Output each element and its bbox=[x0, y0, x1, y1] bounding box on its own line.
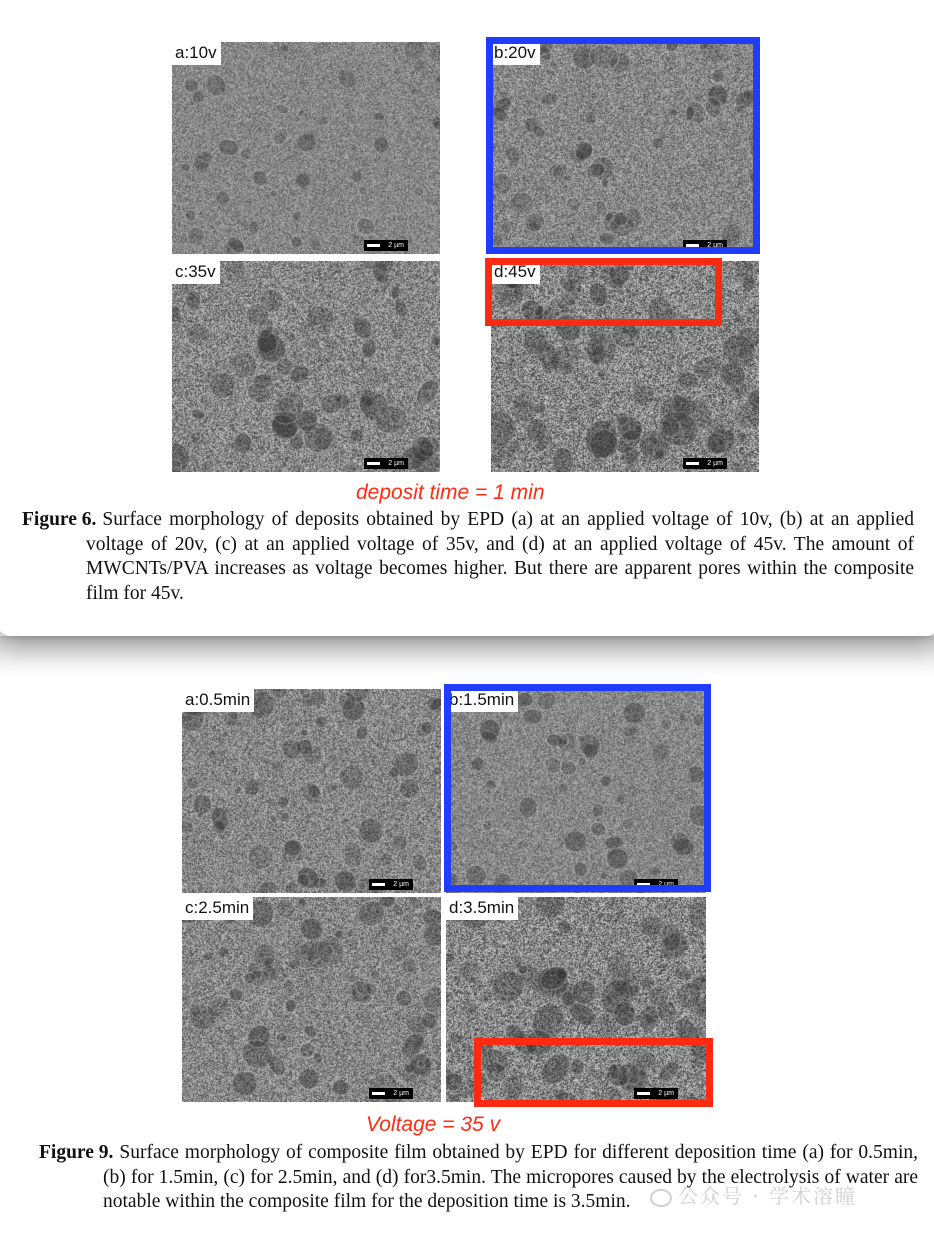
figure9-caption-text: Surface morphology of composite film obtained by EPD for different deposition time (a) for 0.5min, (b) for 1.5min, (c) for 2.5min, and (d) for3.5min. The micropores caused by the electrolysis of water are notable within the composite film for the deposition time is 3.5min. bbox=[103, 1142, 918, 1212]
figure6-panel-d bbox=[491, 261, 759, 472]
deposit-time-annotation: deposit time = 1 min bbox=[356, 481, 545, 504]
figure9-panel-d bbox=[446, 897, 706, 1102]
sem-texture bbox=[182, 689, 441, 893]
scale-bar: 2 µm bbox=[364, 458, 408, 469]
caption-label: Figure 6. bbox=[22, 509, 97, 530]
panel-label: a:10v bbox=[172, 42, 221, 65]
watermark bbox=[650, 1180, 857, 1209]
figure9-panel-a bbox=[182, 689, 441, 893]
sem-texture bbox=[446, 689, 706, 893]
sem-texture bbox=[491, 261, 759, 472]
figure6-caption-text: Surface morphology of deposits obtained by EPD (a) at an applied voltage of 10v, (b) at an applied voltage of 20v, (c) at an applied voltage of 35v, and (d) at an applied voltage of 45v. The amount of MWCNTs/PVA increases as voltage becomes higher. But there are apparent pores within the composite film for 45v. bbox=[86, 509, 914, 604]
figure9-panel-b bbox=[446, 689, 706, 893]
chat-bubble-icon bbox=[650, 1189, 672, 1207]
panel-label: b:1.5min bbox=[446, 689, 518, 712]
panel-label: c:35v bbox=[172, 261, 220, 284]
voltage-annotation: Voltage = 35 v bbox=[366, 1113, 501, 1136]
panel-label: b:20v bbox=[491, 42, 540, 65]
figure6-panel-c bbox=[172, 261, 440, 472]
figure9-panel-c bbox=[182, 897, 441, 1102]
card-gap bbox=[0, 636, 934, 676]
watermark-text: 公众号 · 学术溶瞳 bbox=[678, 1184, 858, 1208]
scale-bar: 2 µm bbox=[369, 1088, 413, 1099]
sem-texture bbox=[172, 42, 440, 254]
scale-bar: 2 µm bbox=[634, 1088, 678, 1099]
sem-texture bbox=[491, 42, 759, 254]
scale-bar: 2 µm bbox=[683, 240, 727, 251]
panel-label: c:2.5min bbox=[182, 897, 253, 920]
scale-bar: 2 µm bbox=[369, 879, 413, 890]
figure6-panel-a bbox=[172, 42, 440, 254]
sem-texture bbox=[182, 897, 441, 1102]
sem-texture bbox=[446, 897, 706, 1102]
panel-label: d:45v bbox=[491, 261, 540, 284]
figure6-panel-b bbox=[491, 42, 759, 254]
sem-texture bbox=[172, 261, 440, 472]
caption-label: Figure 9. bbox=[39, 1142, 114, 1163]
panel-label: d:3.5min bbox=[446, 897, 518, 920]
panel-label: a:0.5min bbox=[182, 689, 254, 712]
scale-bar: 2 µm bbox=[364, 240, 408, 251]
scale-bar: 2 µm bbox=[634, 879, 678, 890]
scale-bar: 2 µm bbox=[683, 458, 727, 469]
